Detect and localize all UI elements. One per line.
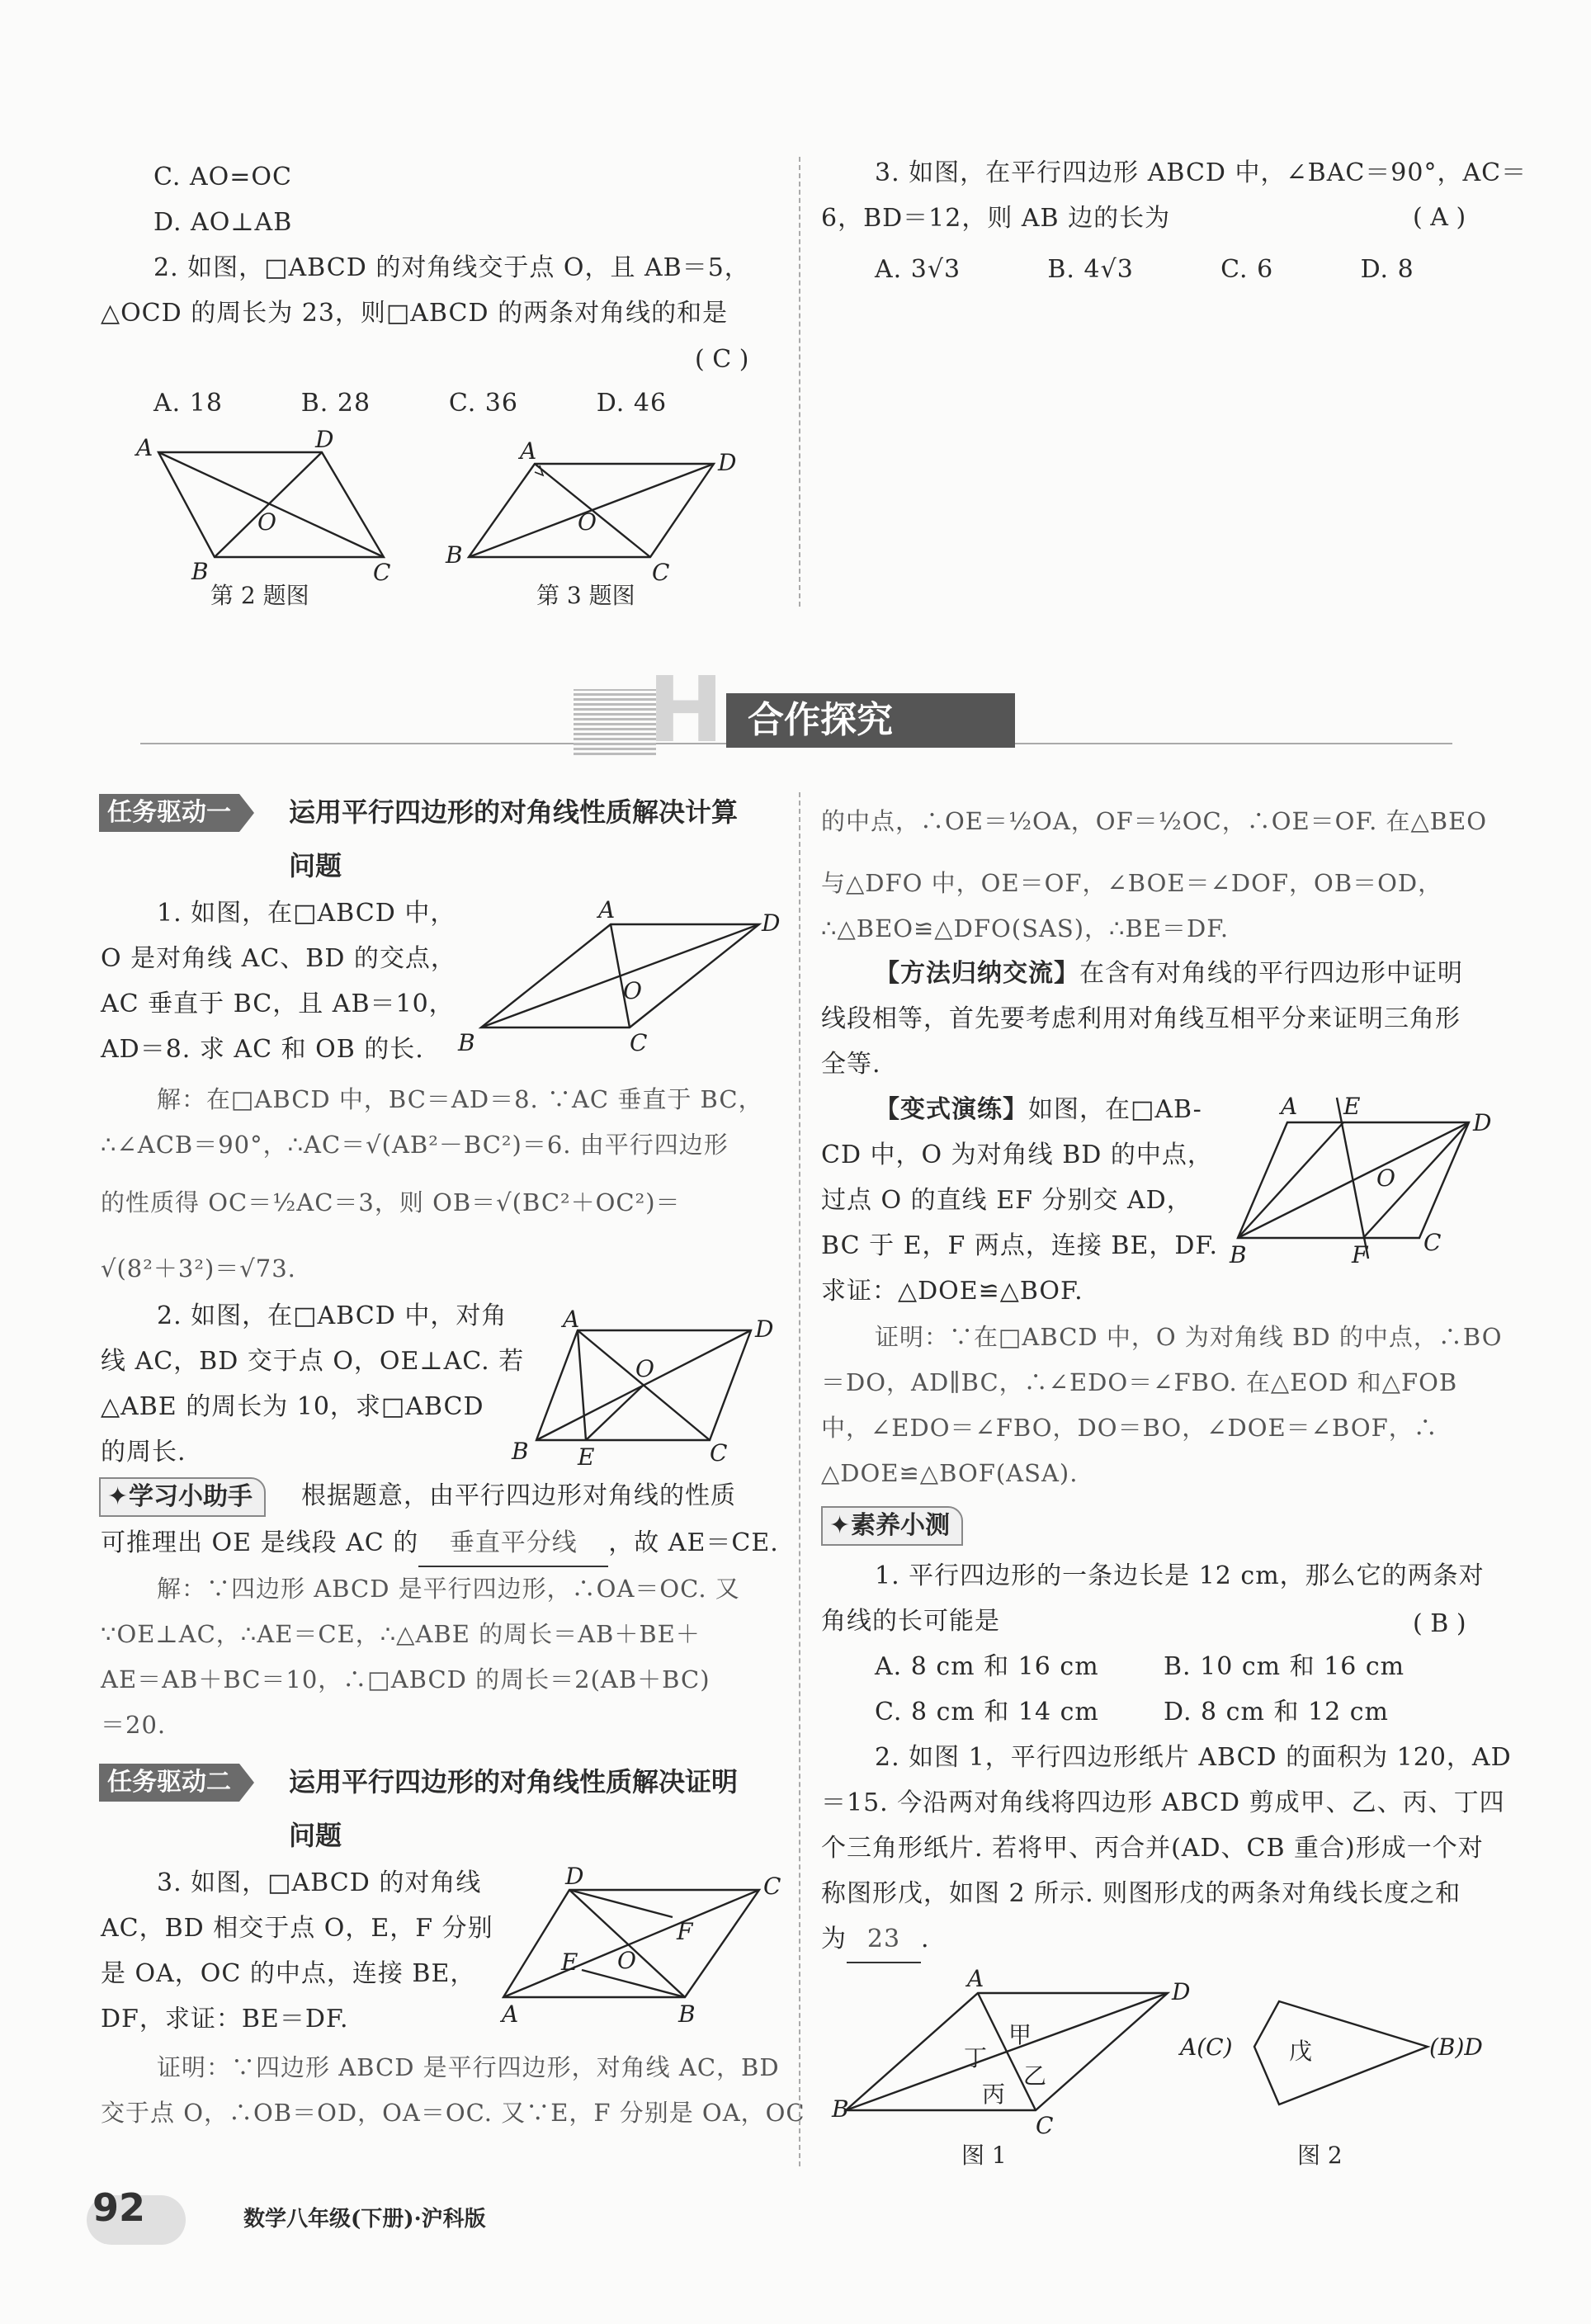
t1q1-line4: AD＝8. 求 AC 和 OB 的长. [101, 1035, 424, 1064]
quiz2-line4: 称图形戊，如图 2 所示. 则图形戊的两条对角线长度之和 [821, 1879, 1461, 1908]
figure-q3-parallelogram [429, 429, 759, 586]
svg-text:D: D [1473, 1109, 1492, 1136]
q3-options: A. 3√3 B. 4√3 C. 6 D. 8 [875, 255, 1414, 284]
task1-title-line1: 运用平行四边形的对角线性质解决计算 [289, 796, 739, 828]
svg-text:甲: 甲 [1008, 2021, 1032, 2048]
svg-text:D: D [315, 426, 334, 453]
svg-text:A: A [1281, 1093, 1298, 1120]
quiz2-line5 [821, 1917, 930, 1963]
q2-options: A. 18 B. 28 C. 36 D. 46 [153, 389, 668, 418]
svg-text:C: C [1423, 1229, 1442, 1256]
helper-blank: 垂直平分线 [418, 1521, 608, 1567]
quiz2-line2: ＝15. 今沿两对角线将四边形 ABCD 剪成甲、乙、丙、丁四 [821, 1788, 1505, 1817]
svg-text:B: B [1230, 1241, 1247, 1268]
quiz1-answer: ( B ) [1413, 1609, 1466, 1638]
t2q3-line3: 是 OA，OC 的中点，连接 BE， [101, 1959, 476, 1988]
sparkle-icon: ✦ [829, 1511, 851, 1540]
svg-text:C: C [652, 559, 670, 586]
t1sol1-line3: 的性质得 OC＝½AC＝3，则 OB＝√(BC²＋OC²)＝ [101, 1188, 681, 1216]
task2-title-line2: 问题 [289, 1820, 342, 1851]
variant-proof-line3: 中，∠EDO＝∠FBO，DO＝BO，∠DOE＝∠BOF，∴ [821, 1414, 1438, 1442]
t1q2-line4: 的周长. [101, 1438, 186, 1467]
task2-label: 任务驱动二 [99, 1764, 239, 1802]
svg-text:丙: 丙 [982, 2081, 1006, 2108]
svg-text:C: C [710, 1439, 728, 1467]
variant-proof-line2: ＝DO，AD∥BC，∴∠EDO＝∠FBO. 在△EOD 和△FOB [821, 1368, 1458, 1396]
quiz2-fig2-caption: 图 2 [1297, 2142, 1343, 2169]
svg-text:(B)D: (B)D [1429, 2034, 1483, 2061]
svg-text:F: F [1352, 1241, 1368, 1268]
t1sol2-line2: ∵OE⊥AC，∴AE＝CE，∴△ABE 的周长＝AB＋BE＋ [101, 1620, 701, 1648]
svg-text:D: D [755, 1316, 774, 1343]
t2q3-line4: DF，求证：BE＝DF. [101, 2005, 349, 2034]
svg-text:C: C [1036, 2112, 1054, 2139]
svg-text:B: B [191, 558, 209, 585]
variant-proof-line4: △DOE≌△BOF(ASA). [821, 1459, 1079, 1487]
t1q2-line2: 线 AC，BD 交于点 O，OE⊥AC. 若 [101, 1347, 525, 1376]
figure-task1-q2 [503, 1304, 792, 1469]
option-c: C. AO=OC [153, 163, 292, 191]
t2q3-line2: AC，BD 相交于点 O，E，F 分别 [101, 1914, 493, 1943]
method-line2: 线段相等，首先要考虑利用对角线互相平分来证明三角形 [821, 1004, 1461, 1033]
quiz1-opt-b: B. 10 cm 和 16 cm [1164, 1652, 1405, 1681]
figure-quiz2-fig2 [1180, 1981, 1510, 2129]
q2-line1: 2. 如图，□ABCD 的对角线交于点 O，且 AB＝5， [153, 253, 750, 282]
method-text1: 在含有对角线的平行四边形中证明 [1079, 959, 1463, 988]
svg-text:O: O [1376, 1164, 1395, 1192]
quiz2-line3: 个三角形纸片. 若将甲、丙合并(AD、CB 重合)形成一个对 [821, 1834, 1484, 1863]
q3-answer: ( A ) [1413, 203, 1466, 232]
task1-title-line2: 问题 [289, 850, 342, 881]
t1q1-line1: 1. 如图，在□ABCD 中， [157, 899, 456, 928]
t1q2-line3: △ABE 的周长为 10，求□ABCD [101, 1392, 484, 1421]
method-line3: 全等. [821, 1050, 881, 1079]
svg-text:A: A [520, 437, 537, 465]
quiz2-suffix: . [921, 1925, 930, 1953]
method-line1 [875, 952, 1463, 996]
variant-line2: CD 中，O 为对角线 BD 的中点， [821, 1141, 1213, 1169]
helper-line2b: ，故 AE＝CE. [608, 1528, 779, 1557]
variant-line4: BC 于 E，F 两点，连接 BE，DF. [821, 1231, 1219, 1260]
variant-line3: 过点 O 的直线 EF 分别交 AD， [821, 1186, 1192, 1215]
svg-text:B: B [678, 2000, 696, 2028]
t1sol2-line3: AE＝AB＋BC＝10，∴□ABCD 的周长＝2(AB＋BC) [101, 1665, 711, 1693]
svg-text:C: C [373, 559, 391, 586]
helper-tag [99, 1477, 266, 1517]
svg-text:B: B [458, 1029, 475, 1056]
banner-title: 合作探究 [726, 693, 1015, 748]
task1-label: 任务驱动一 [99, 794, 239, 832]
svg-text:E: E [578, 1443, 595, 1471]
quiz1-line2: 角线的长可能是 [821, 1607, 1000, 1636]
t1sol1-line4: √(8²＋3²)＝√73. [101, 1254, 296, 1282]
quiz1-opt-a: A. 8 cm 和 16 cm [875, 1652, 1099, 1681]
t1q2-line1: 2. 如图，在□ABCD 中，对角 [157, 1301, 508, 1330]
column-divider-top [799, 157, 800, 607]
svg-text:D: D [565, 1863, 584, 1890]
helper-line2a: 可推理出 OE 是线段 AC 的 [101, 1528, 419, 1557]
figure-q2-parallelogram [124, 426, 404, 586]
svg-text:B: B [832, 2095, 849, 2123]
svg-text:C: C [763, 1873, 781, 1900]
option-d: D. AO⊥AB [153, 208, 293, 237]
q3-line2: 6，BD＝12，则 AB 边的长为 [821, 204, 1171, 233]
svg-text:O: O [623, 977, 642, 1004]
svg-text:A: A [136, 434, 153, 461]
svg-text:丁: 丁 [964, 2044, 988, 2071]
banner-stripes [574, 689, 656, 755]
helper-line1: 根据题意，由平行四边形对角线的性质 [301, 1481, 736, 1510]
fig3-caption: 第 3 题图 [536, 582, 635, 609]
variant-line1 [875, 1088, 1202, 1132]
variant-text1: 如图，在□AB- [1028, 1095, 1202, 1124]
svg-text:C: C [630, 1029, 648, 1056]
svg-text:F: F [677, 1918, 693, 1945]
q3-line1: 3. 如图，在平行四边形 ABCD 中，∠BAC＝90°，AC＝ [875, 158, 1527, 187]
svg-text:O: O [635, 1355, 654, 1382]
page-number: 92 [92, 2185, 146, 2230]
variant-line5: 求证：△DOE≌△BOF. [821, 1277, 1083, 1306]
svg-text:D: D [718, 449, 737, 476]
t1sol2-line4: ＝20. [101, 1711, 167, 1739]
svg-text:D: D [1172, 1978, 1191, 2005]
quiz1-opt-d: D. 8 cm 和 12 cm [1164, 1698, 1389, 1726]
t2proof-line1: 证明：∵四边形 ABCD 是平行四边形，对角线 AC，BD [157, 2053, 780, 2081]
t1sol1-line2: ∴∠ACB＝90°，∴AC＝√(AB²－BC²)＝6. 由平行四边形 [101, 1131, 729, 1159]
svg-text:B: B [446, 541, 463, 569]
sparkle-icon: ✦ [107, 1482, 129, 1511]
task2-title-line1: 运用平行四边形的对角线性质解决证明 [289, 1766, 739, 1797]
svg-text:A: A [563, 1306, 580, 1333]
proof-cont-line2: 与△DFO 中，OE＝OF，∠BOE＝∠DOF，OB＝OD， [821, 869, 1443, 897]
t2proof-line2: 交于点 O，∴OB＝OD，OA＝OC. 又∵E，F 分别是 OA，OC [101, 2099, 805, 2127]
svg-text:D: D [762, 909, 781, 937]
figure-task1-q1 [450, 891, 796, 1056]
proof-cont-line1: 的中点，∴OE＝½OA，OF＝½OC，∴OE＝OF. 在△BEO [821, 807, 1488, 835]
book-title: 数学八年级(下册)·沪科版 [243, 2207, 486, 2232]
t1sol1-line1: 解：在□ABCD 中，BC＝AD＝8. ∵AC 垂直于 BC， [157, 1085, 763, 1113]
q2-line2: △OCD 的周长为 23，则□ABCD 的两条对角线的和是 [101, 299, 729, 328]
figure-task2-q3 [495, 1861, 792, 2034]
figure-variant [1221, 1085, 1518, 1275]
banner-letter: H [648, 657, 725, 763]
quiz2-line1: 2. 如图 1，平行四边形纸片 ABCD 的面积为 120，AD [875, 1743, 1512, 1772]
quiz-tag [821, 1506, 963, 1546]
figure-quiz2-fig1 [825, 1965, 1191, 2139]
proof-cont-line3: ∴△BEO≌△DFO(SAS)，∴BE＝DF. [821, 914, 1230, 942]
svg-text:O: O [578, 508, 597, 536]
t1q1-line2: O 是对角线 AC、BD 的交点， [101, 944, 456, 973]
svg-text:A: A [598, 896, 616, 923]
svg-text:O: O [257, 508, 276, 536]
svg-text:A: A [502, 2000, 519, 2028]
quiz2-prefix: 为 [821, 1925, 847, 1953]
t2q3-line1: 3. 如图，□ABCD 的对角线 [157, 1868, 482, 1897]
quiz2-fig1-caption: 图 1 [961, 2142, 1007, 2169]
svg-text:E: E [1343, 1093, 1361, 1120]
svg-text:乙: 乙 [1023, 2062, 1047, 2090]
quiz2-blank: 23 [847, 1917, 921, 1963]
svg-text:E: E [561, 1948, 578, 1976]
fig2-caption: 第 2 题图 [210, 582, 309, 609]
svg-text:O: O [617, 1947, 636, 1974]
svg-text:A(C): A(C) [1180, 2034, 1233, 2061]
method-tag: 【方法归纳交流】 [875, 959, 1079, 988]
variant-proof-line1: 证明：∵在□ABCD 中，O 为对角线 BD 的中点，∴BO [875, 1323, 1503, 1351]
q2-answer: ( C ) [695, 345, 749, 374]
helper-line2 [101, 1521, 779, 1567]
column-divider-bottom [799, 792, 800, 2166]
svg-text:A: A [967, 1965, 984, 1992]
svg-text:B: B [512, 1438, 529, 1465]
quiz-tag-label: 素养小测 [851, 1511, 950, 1540]
quiz1-line1: 1. 平行四边形的一条边长是 12 cm，那么它的两条对 [875, 1561, 1485, 1590]
svg-text:戊: 戊 [1289, 2038, 1313, 2065]
t1sol2-line1: 解：∵四边形 ABCD 是平行四边形，∴OA＝OC. 又 [157, 1575, 740, 1603]
quiz1-opt-c: C. 8 cm 和 14 cm [875, 1698, 1099, 1726]
t1q1-line3: AC 垂直于 BC，且 AB＝10， [101, 990, 455, 1018]
helper-tag-label: 学习小助手 [129, 1482, 253, 1511]
variant-tag: 【变式演练】 [875, 1095, 1028, 1124]
